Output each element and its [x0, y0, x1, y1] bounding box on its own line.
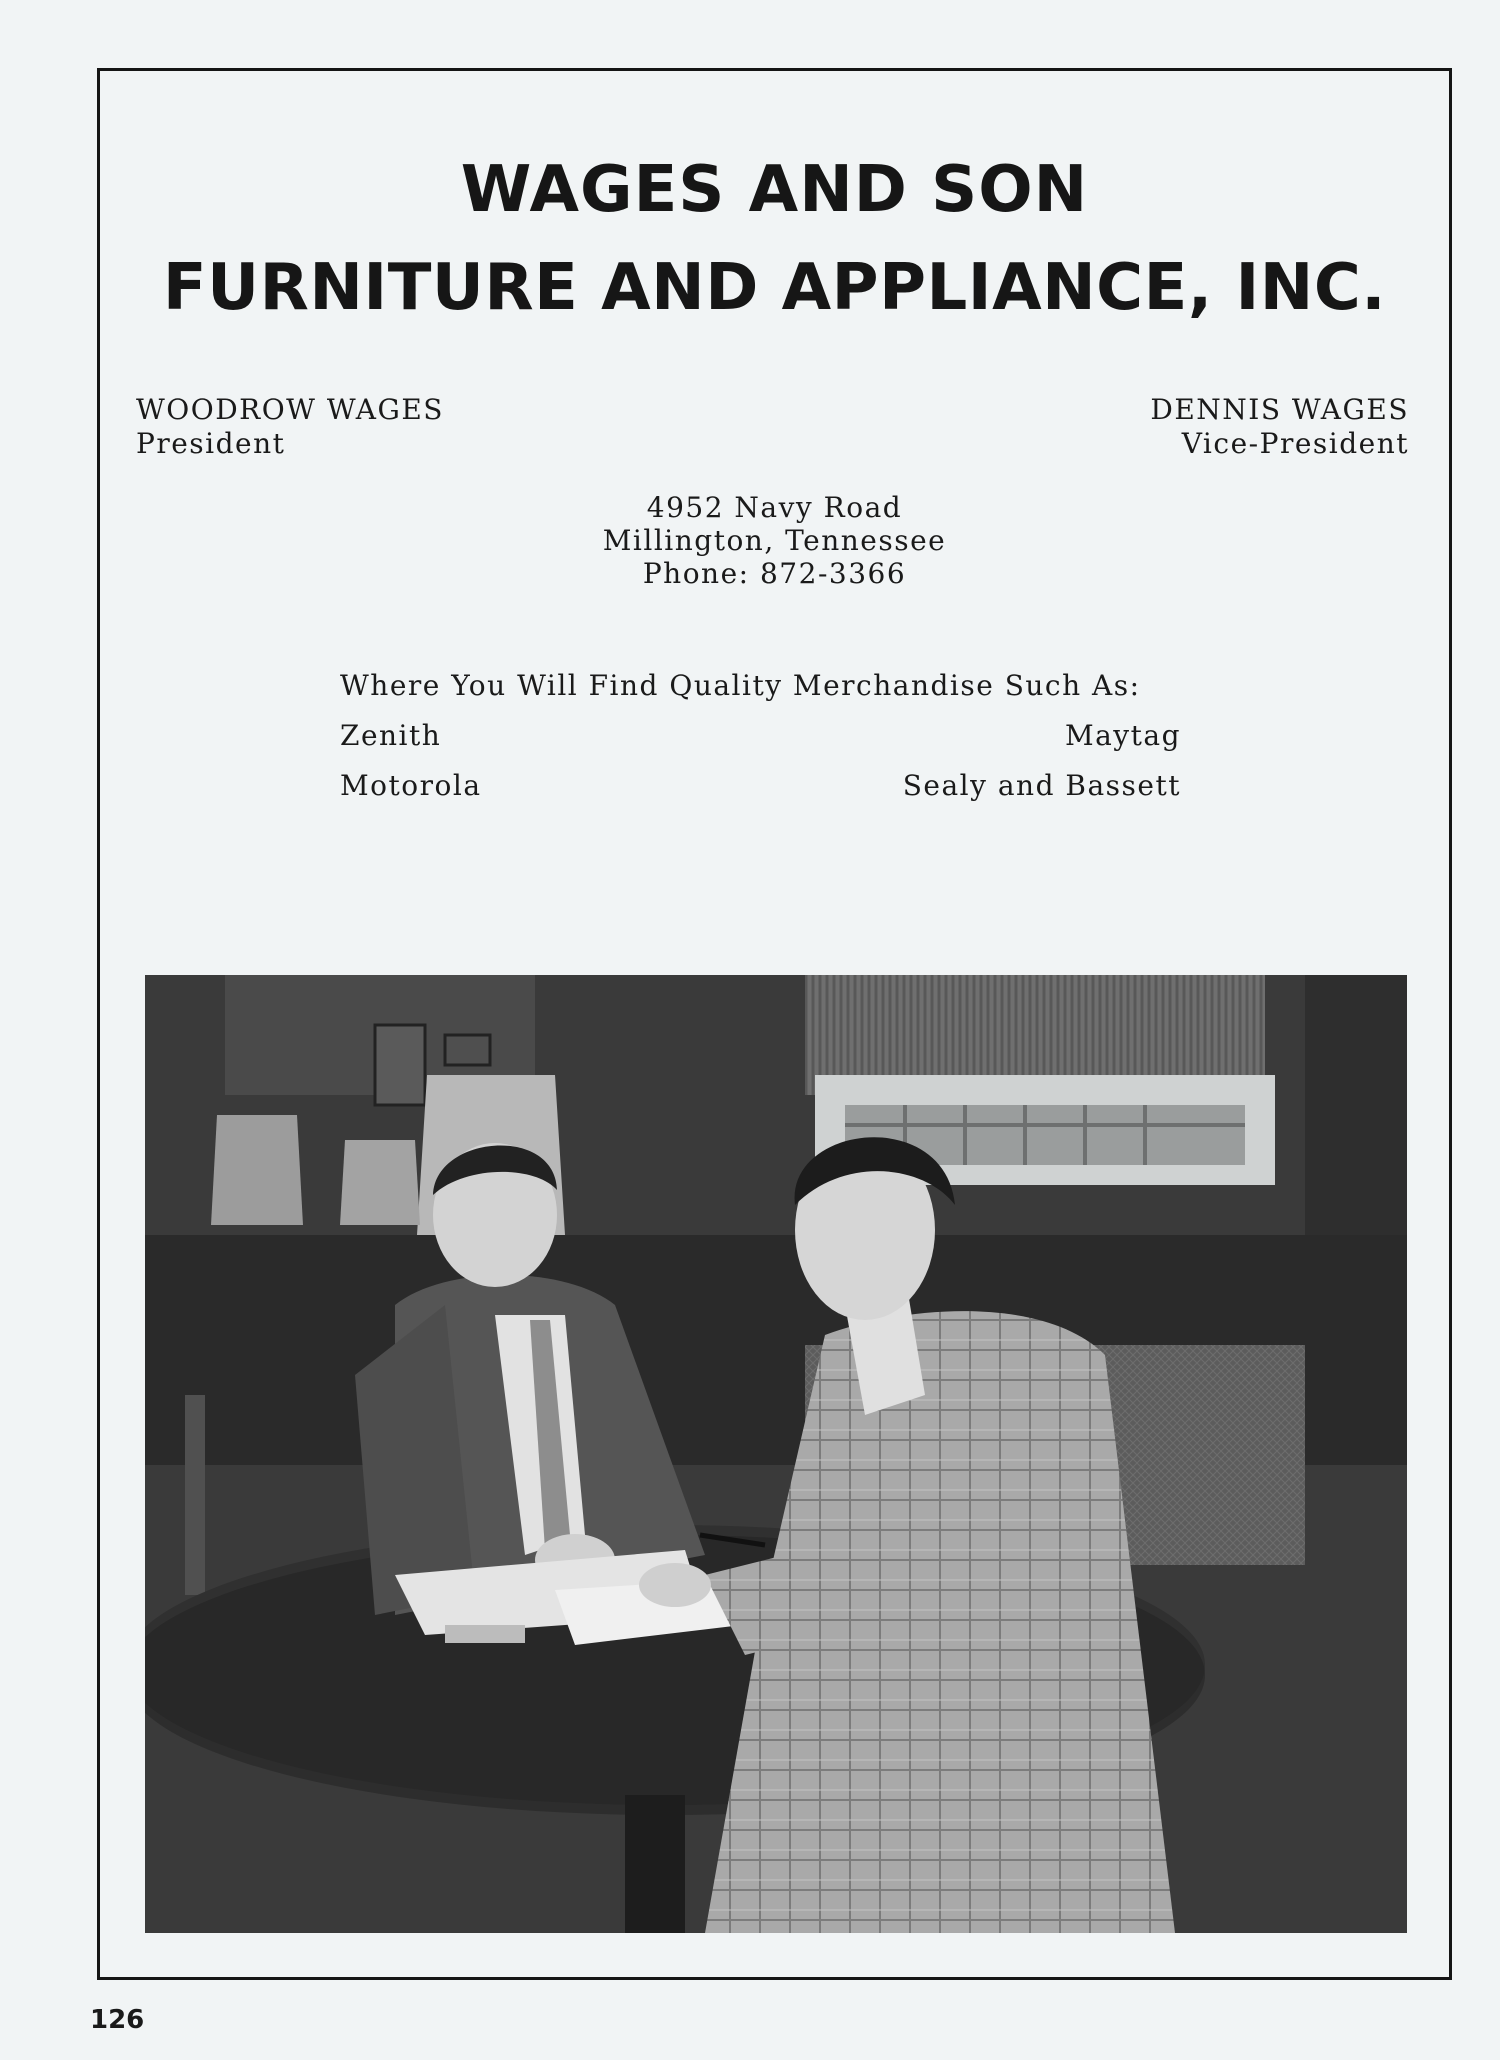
showroom-photo	[145, 975, 1407, 1933]
address-phone: Phone: 872-3366	[642, 557, 907, 590]
officer-name: WOODROW WAGES	[136, 393, 444, 426]
officer-vice-president	[1150, 393, 1409, 461]
brand-item: Zenith	[340, 719, 442, 752]
ad-border	[97, 68, 1452, 1980]
address-street: 4952 Navy Road	[646, 491, 903, 524]
officer-title: President	[136, 427, 286, 460]
address-city: Millington, Tennessee	[602, 524, 947, 557]
address-block	[100, 491, 1449, 590]
officer-president	[136, 393, 444, 461]
brand-item: Maytag	[1064, 719, 1181, 752]
company-name-line2: FURNITURE AND APPLIANCE, INC.	[162, 251, 1387, 325]
company-name-line1: WAGES AND SON	[460, 153, 1089, 227]
page-number: 126	[90, 2005, 145, 2035]
officer-title: Vice-President	[1181, 427, 1409, 460]
merchandise-intro: Where You Will Find Quality Merchandise Such As:	[340, 669, 1141, 702]
brand-item: Sealy and Bassett	[902, 769, 1181, 802]
brand-item: Motorola	[340, 769, 482, 802]
officer-name: DENNIS WAGES	[1150, 393, 1409, 426]
